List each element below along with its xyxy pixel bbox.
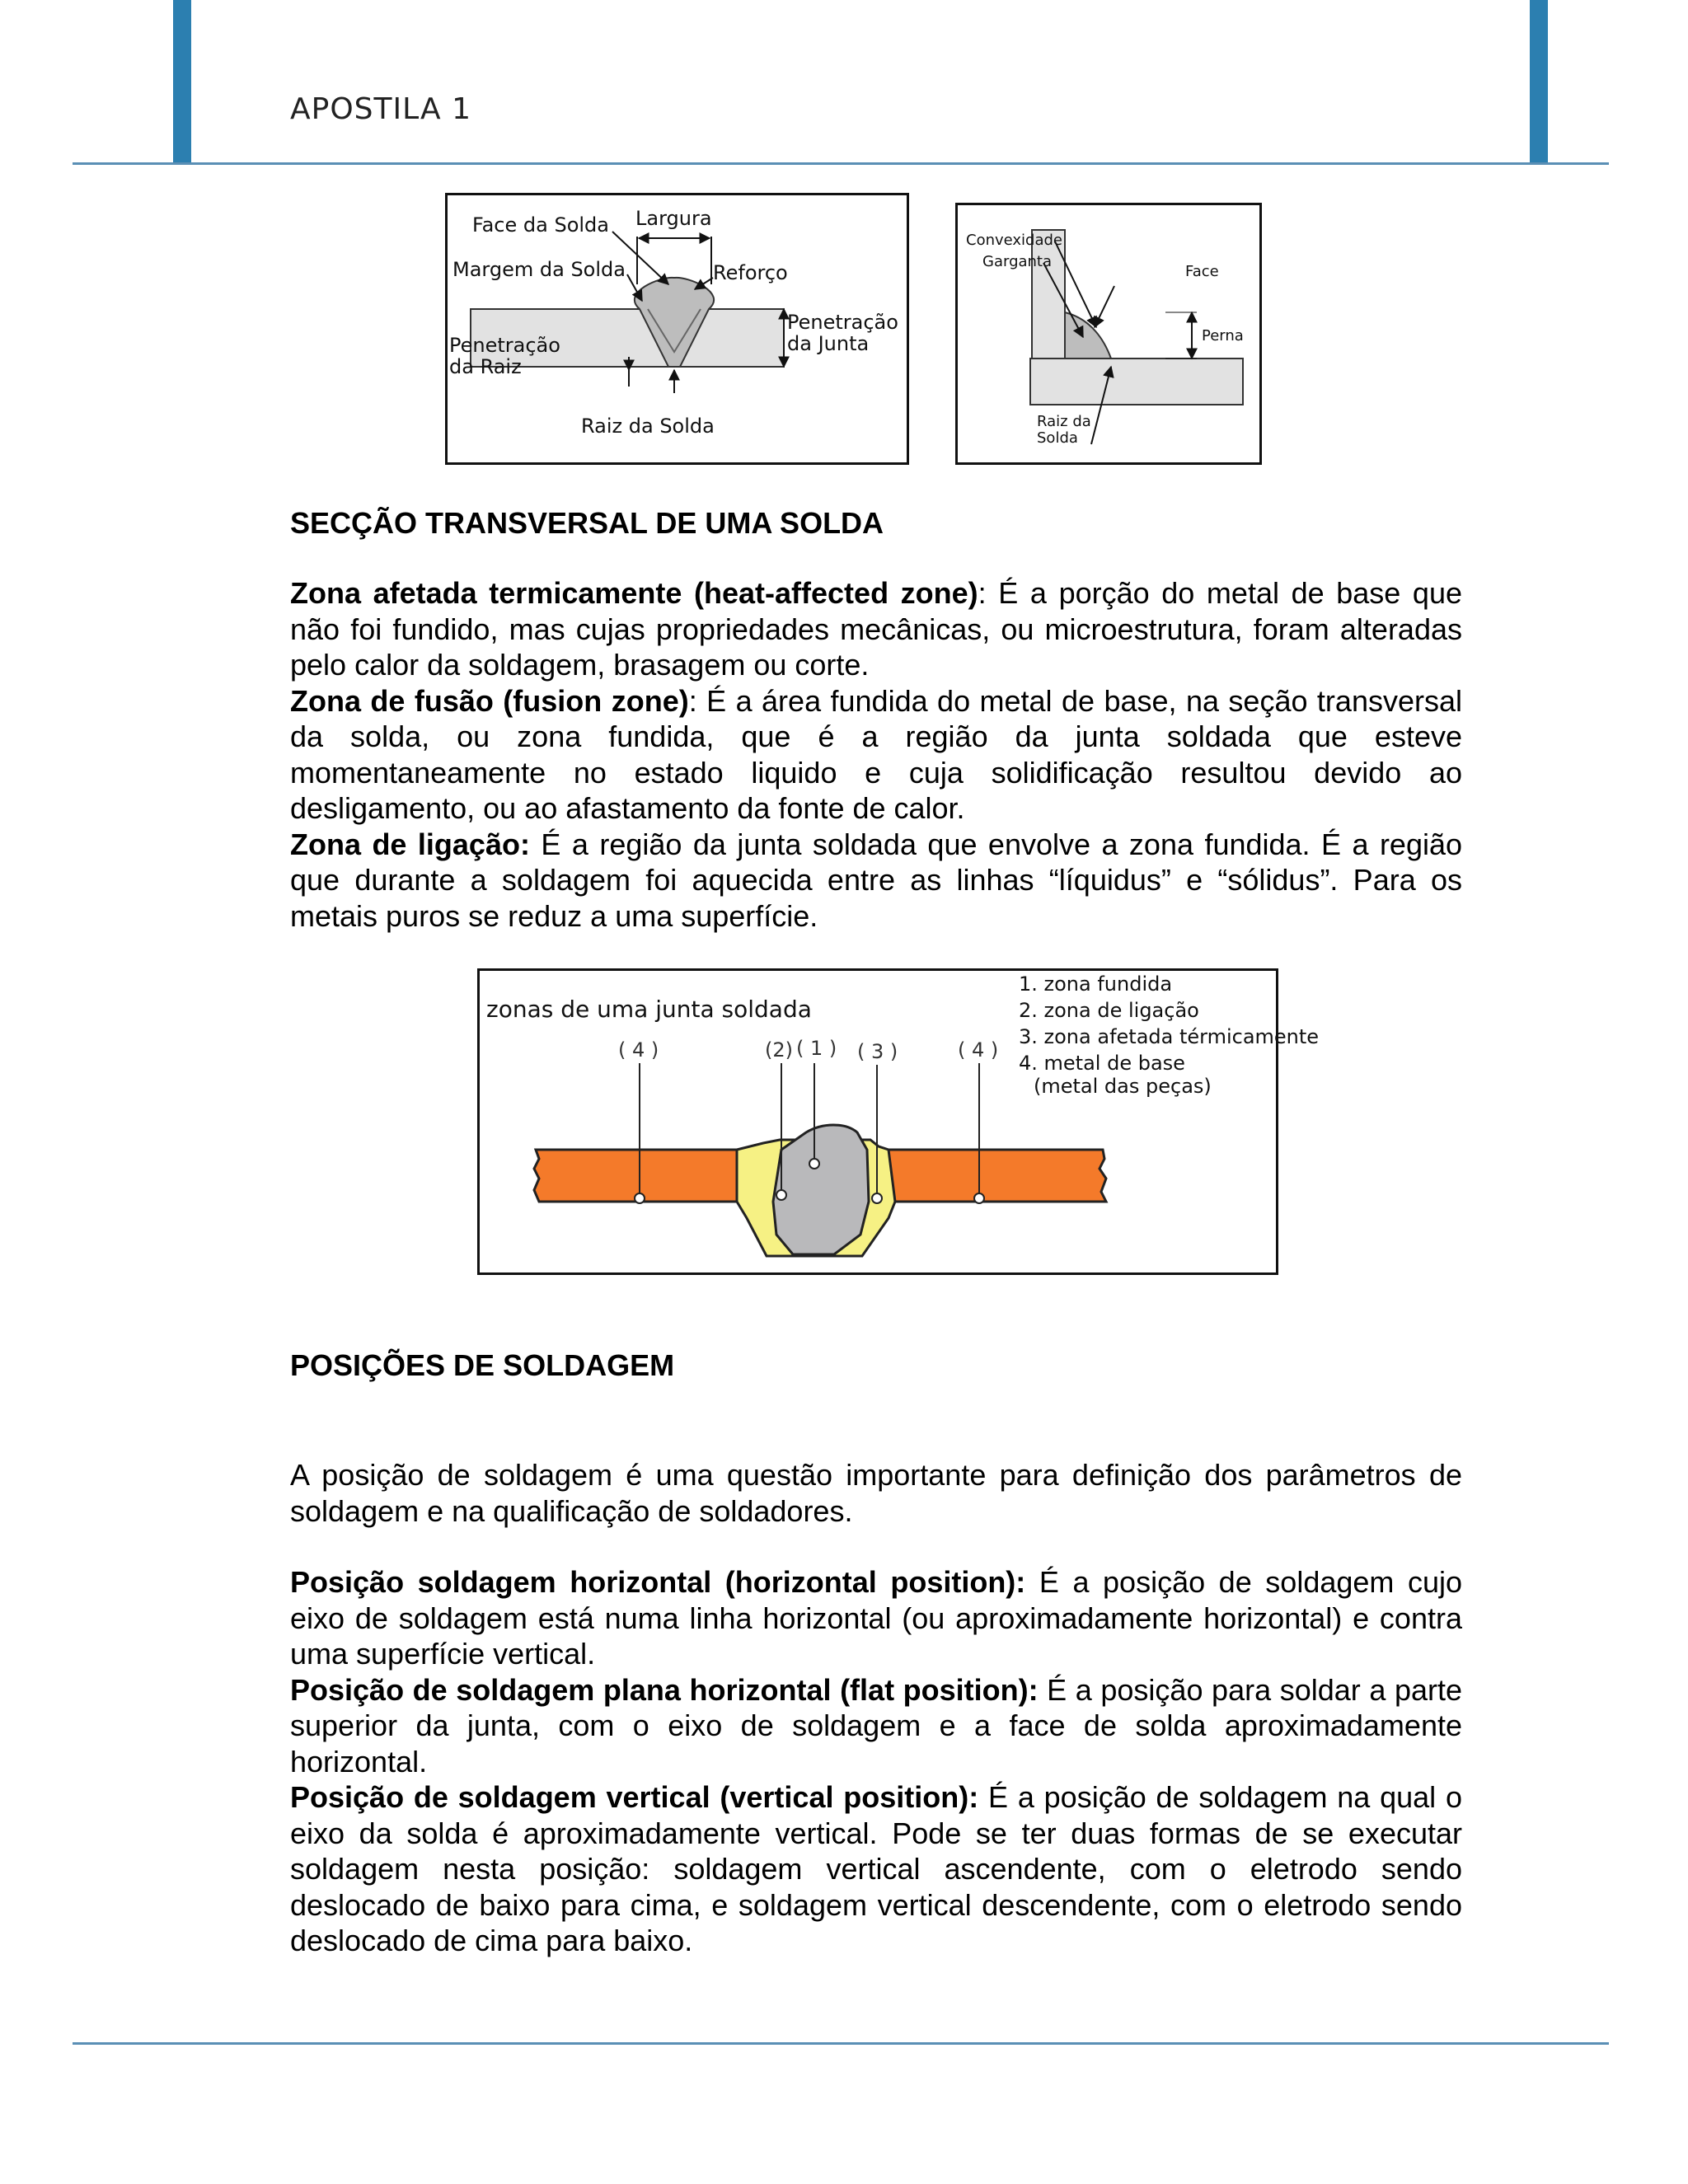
footer-rule	[73, 2042, 1609, 2045]
legend-zona-fundida: 1. zona fundida	[1019, 972, 1173, 996]
paragraph-zona-fusao	[290, 683, 1462, 827]
section2-body	[290, 1564, 1462, 1959]
label-raiz-da: Raiz da	[1037, 413, 1091, 430]
label-raiz-da-solda: Raiz da Solda	[581, 415, 715, 438]
marker-4-left: ( 4 )	[618, 1038, 659, 1062]
term-horizontal: Posição soldagem horizontal (horizontal position):	[290, 1565, 1026, 1599]
figure-butt-weld-section	[445, 193, 909, 465]
marker-2: (2)	[765, 1038, 793, 1062]
label-solda: Solda	[1037, 429, 1078, 447]
zones-title: zonas de uma junta soldada	[486, 996, 812, 1023]
term-vertical: Posição de soldagem vertical (vertical position):	[290, 1780, 979, 1814]
term-zona-fusao: Zona de fusão (fusion zone)	[290, 683, 689, 718]
text-zona-fusao: : É a área fundida do metal de base, na seção transversal da solda, ou zona fundida, que é a região da junta soldada que esteve momentaneamente no estado liquido e cuja solidificação resultou devido ao desligamento, ou ao afastamento da fonte de calor.	[290, 683, 1462, 825]
legend-metal-base: 4. metal de base	[1019, 1052, 1185, 1075]
label-perna: Perna	[1202, 327, 1244, 344]
marker-3: ( 3 )	[857, 1040, 898, 1063]
text-zona-ligacao: É a região da junta soldada que envolve a zona fundida. É a região que durante a soldagem foi aquecida entre as linhas “líquidus” e “sólidus”. Para os metais puros se reduz a uma superfície.	[290, 827, 1463, 933]
paragraph-intro: A posição de soldagem é uma questão importante para definição dos parâmetros de soldagem e na qualificação de soldadores.	[290, 1458, 1462, 1528]
paragraph-horizontal	[290, 1564, 1462, 1672]
legend-zona-afetada: 3. zona afetada térmicamente	[1019, 1025, 1320, 1048]
paragraph-vertical	[290, 1779, 1462, 1959]
label-margem: Margem da Solda	[452, 258, 626, 281]
header-left-bar	[173, 0, 191, 163]
text-vertical: É a posição de soldagem na qual o eixo da solda é aproximadamente vertical. Pode se ter duas formas de se executar soldagem nesta posição: soldagem vertical ascendente, com o eletrodo sendo deslocado de baixo para cima, e soldagem vertical descendente, com o eletrodo sendo deslocado de cima para baixo.	[290, 1780, 1462, 1957]
butt-weld-diagram	[448, 195, 907, 462]
legend-zona-ligacao: 2. zona de ligação	[1019, 999, 1199, 1022]
fillet-bead	[1065, 312, 1111, 359]
term-plana: Posição de soldagem plana horizontal (flat position):	[290, 1672, 1039, 1707]
fusion-zone	[773, 1125, 869, 1254]
label-garganta: Garganta	[982, 253, 1053, 270]
label-convexidade: Convexidade	[966, 232, 1063, 249]
legend-metal-pecas: (metal das peças)	[1034, 1075, 1212, 1098]
label-pen-junta-1: Penetração	[787, 311, 898, 334]
header-right-bar	[1530, 0, 1548, 163]
page-header-title: APOSTILA 1	[290, 92, 471, 126]
label-largura: Largura	[635, 207, 712, 230]
paragraph-zona-afetada	[290, 575, 1462, 683]
label-face-da-solda: Face da Solda	[472, 213, 609, 237]
header-rule	[73, 162, 1609, 165]
section2-intro	[290, 1457, 1462, 1529]
paragraph-zona-ligacao	[290, 827, 1462, 935]
term-zona-ligacao: Zona de ligação:	[290, 827, 530, 861]
horizontal-plate	[1030, 359, 1243, 405]
text-zona-afetada: : É a porção do metal de base que não foi fundido, mas cujas propriedades mecânicas, ou microestrutura, foram alteradas pelo calor da soldagem, brasagem ou corte.	[290, 576, 1463, 682]
figure-fillet-weld	[955, 203, 1262, 465]
section-title-posicoes: POSIÇÕES DE SOLDAGEM	[290, 1348, 675, 1382]
marker-1: ( 1 )	[796, 1037, 837, 1060]
label-reforco: Reforço	[713, 261, 788, 284]
text-horizontal: É a posição de soldagem cujo eixo de soldagem está numa linha horizontal (ou aproximadamente horizontal) e contra uma superfície vertical.	[290, 1565, 1462, 1671]
marker-4-right: ( 4 )	[958, 1038, 999, 1062]
section-title-seccao: SECÇÃO TRANSVERSAL DE UMA SOLDA	[290, 506, 884, 540]
fillet-weld-diagram	[958, 205, 1259, 462]
term-zona-afetada: Zona afetada termicamente (heat-affected zone)	[290, 576, 978, 610]
label-pen-junta-2: da Junta	[787, 332, 870, 355]
label-pen-raiz-1: Penetração	[449, 334, 560, 357]
weld-zones-diagram	[480, 971, 1320, 1272]
label-pen-raiz-2: da Raiz	[449, 355, 522, 378]
section1-body	[290, 575, 1462, 934]
text-plana: É a posição para soldar a parte superior da junta, com o eixo de soldagem e a face de solda aproximadamente horizontal.	[290, 1672, 1463, 1779]
label-face: Face	[1185, 263, 1219, 280]
paragraph-plana	[290, 1672, 1462, 1780]
figure-weld-zones	[477, 968, 1320, 1275]
